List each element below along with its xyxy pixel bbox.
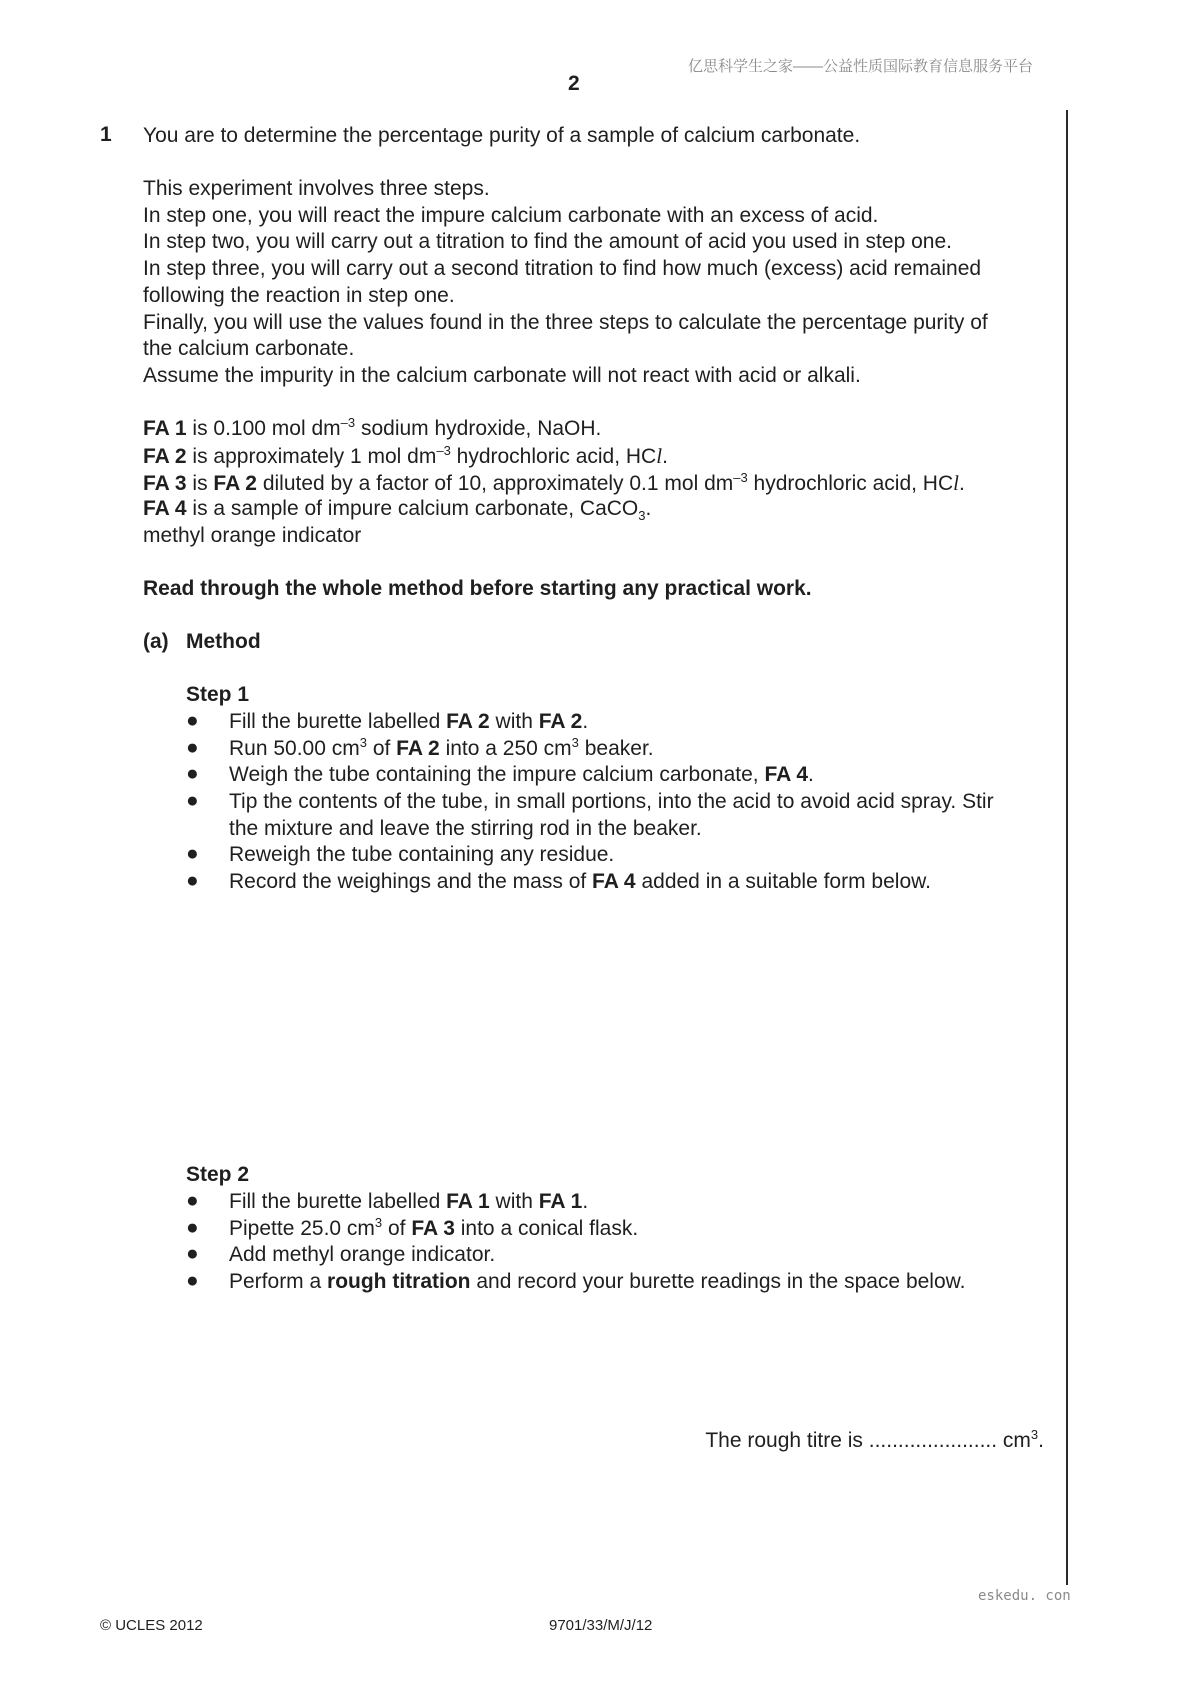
step1-item-continued: the mixture and leave the stirring rod in the beaker. [229,817,702,840]
rough-titre-answer: The rough titre is ...................... $cm^3$. [705,1427,1044,1452]
step2-heading: Step 2 [186,1163,250,1186]
copyright: © UCLES 2012 [100,1617,203,1634]
step2-item: Fill the burette labelled FA 1 with FA 1. [229,1190,589,1213]
step2-item: Perform a rough titration and record your burette readings in the space below. [229,1270,966,1293]
bullet-icon: ● [186,762,199,785]
bullet-icon: ● [186,1269,199,1292]
step2-item: Add methyl orange indicator. [229,1243,496,1266]
bullet-icon: ● [186,1242,199,1265]
steps-line: In step three, you will carry out a second titration to find how much (excess) acid remained [143,257,982,280]
steps-line: Finally, you will use the values found in the three steps to calculate the percentage purity of [143,311,988,334]
bullet-icon: ● [186,1189,199,1212]
bullet-icon: ● [186,789,199,812]
material-fa1: FA 1 is 0.100 mol $dm^{-3}$ sodium hydroxide, NaOH. [143,415,602,440]
part-a-title: Method [186,630,261,653]
steps-line: Assume the impurity in the calcium carbonate will not react with acid or alkali. [143,364,861,387]
bullet-icon: ● [186,709,199,732]
step1-item: Record the weighings and the mass of FA 4 added in a suitable form below. [229,870,931,893]
material-fa4: FA 4 is a sample of impure calcium carbonate, CaCO$_3$. [143,497,652,523]
part-a-label: (a) [143,630,169,653]
material-fa2: FA 2 is approximately 1 mol $dm^{-3}$ hydrochloric acid, HCl. [143,443,668,468]
instruction: Read through the whole method before starting any practical work. [143,577,812,600]
step1-item: Tip the contents of the tube, in small portions, into the acid to avoid acid spray. Stir [229,790,994,813]
bullet-icon: ● [186,1216,199,1239]
footer-watermark: eskedu. con [978,1588,1071,1604]
page-number: 2 [568,72,580,95]
bullet-icon: ● [186,842,199,865]
steps-line: This experiment involves three steps. [143,177,490,200]
question-intro: You are to determine the percentage purity of a sample of calcium carbonate. [143,124,861,147]
steps-line: following the reaction in step one. [143,284,455,307]
step1-item: Run 50.00 $cm^3$ of FA 2 into a 250 $cm^3$ beaker. [229,735,654,760]
bullet-icon: ● [186,869,199,892]
answer-blank[interactable]: ...................... [868,1429,998,1452]
margin-rule [1066,110,1068,1585]
material-fa3: FA 3 is FA 2 diluted by a factor of 10, approximately 0.1 mol $dm^{-3}$ hydrochloric acid, HCl. [143,470,965,495]
steps-line: In step two, you will carry out a titration to find the amount of acid you used in step one. [143,230,952,253]
step2-item: Pipette 25.0 $cm^3$ of FA 3 into a conical flask. [229,1215,639,1240]
material-indicator: methyl orange indicator [143,524,362,547]
step1-heading: Step 1 [186,683,250,706]
step1-item: Fill the burette labelled FA 2 with FA 2. [229,710,589,733]
steps-line: the calcium carbonate. [143,337,355,360]
question-number: 1 [100,123,112,146]
bullet-icon: ● [186,736,199,759]
step1-item: Reweigh the tube containing any residue. [229,843,615,866]
step1-item: Weigh the tube containing the impure calcium carbonate, FA 4. [229,763,814,786]
steps-line: In step one, you will react the impure calcium carbonate with an excess of acid. [143,204,879,227]
paper-code: 9701/33/M/J/12 [549,1617,653,1634]
header-watermark: 亿思科学生之家——公益性质国际教育信息服务平台 [688,58,1034,75]
